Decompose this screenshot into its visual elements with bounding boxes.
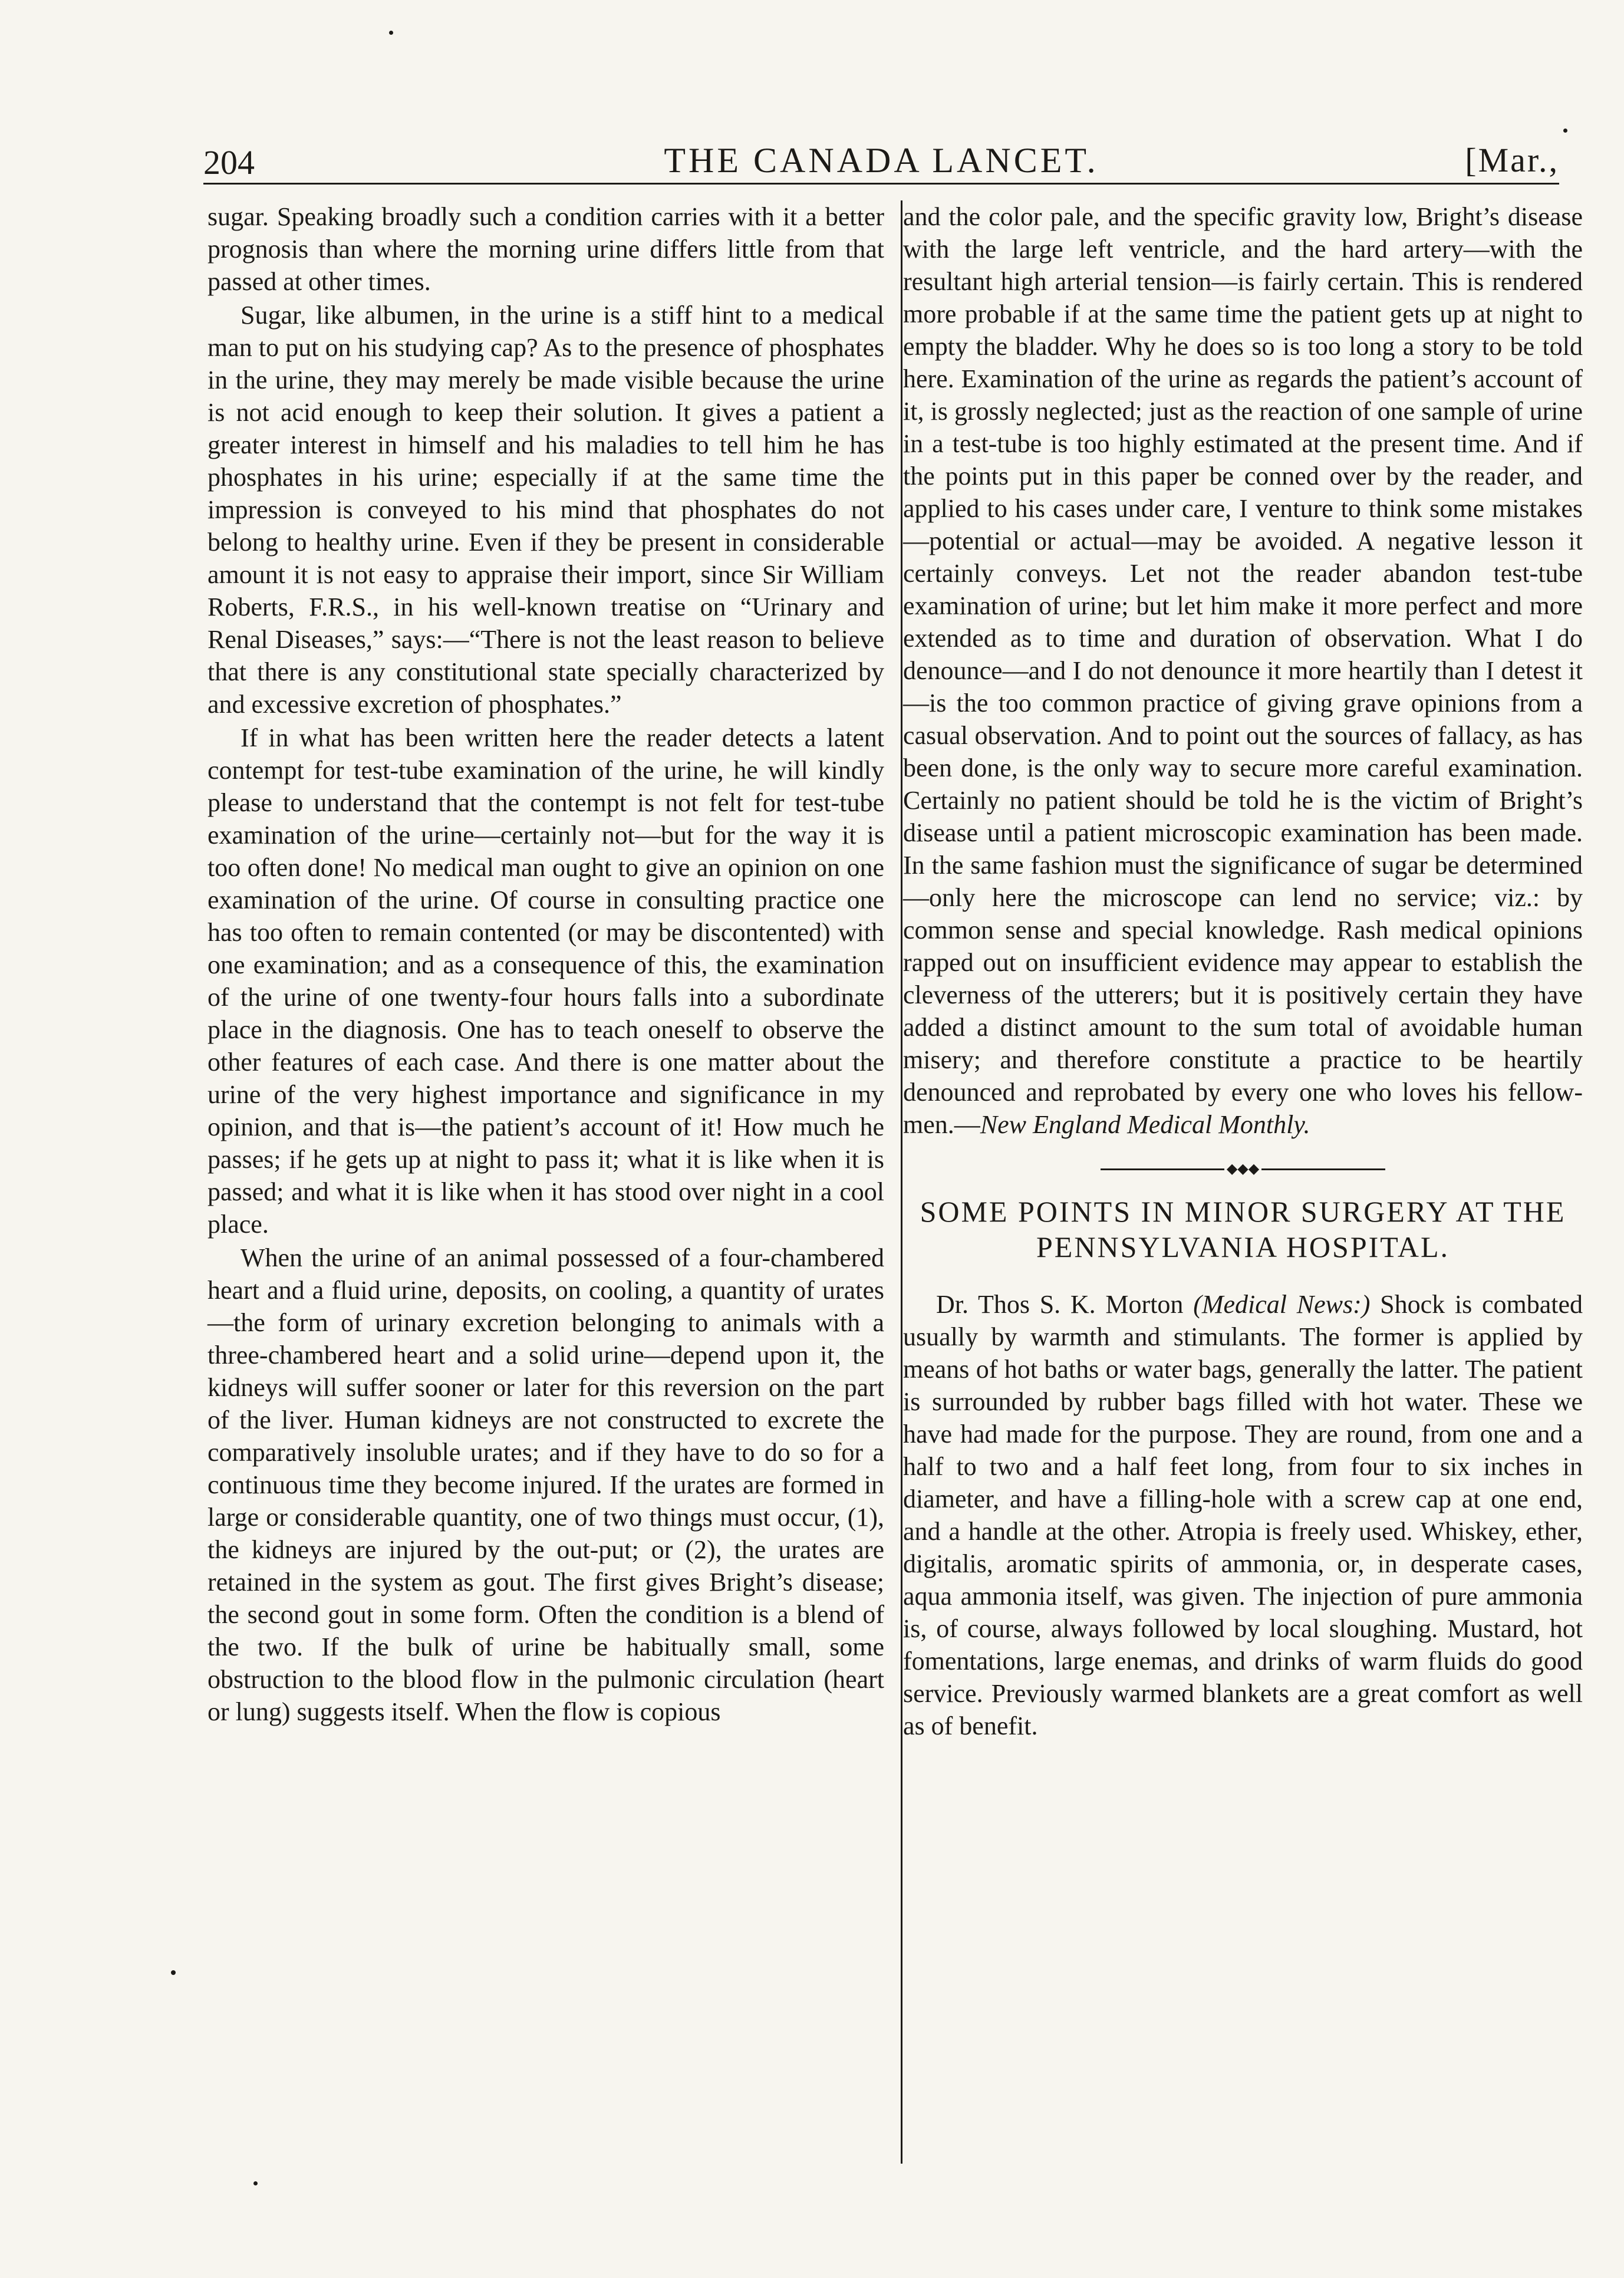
page-header xyxy=(203,137,1559,184)
article-lead-source: (Medical News:) xyxy=(1193,1290,1371,1319)
issue-month: [Mar., xyxy=(1465,141,1559,179)
header-rule xyxy=(203,183,1559,185)
article-title: SOME POINTS IN MINOR SURGERY AT THE PENNSYLVANIA HOSPITAL. xyxy=(920,1195,1566,1263)
paragraph: sugar. Speaking broadly such a condition carries with it a better prognosis than where the morning urine differs little from that passed at other times. xyxy=(207,202,884,296)
paragraph: Sugar, like albumen, in the urine is a stiff hint to a medical man to put on his studying cap? As to the presence of phosphates in the urine, they may merely be made visible because the urine is not acid enough to keep their solution. It gives a patient a greater interest in himself and his maladies to tell him he has phosphates in his urine; especially if at the same time the impression is conveyed to his mind that phosphates do not belong to healthy urine. Even if they be present in considerable amount it is not easy to appraise their import, since Sir William Roberts, F.R.S., in his well-known treatise on “Urinary and Renal Diseases,” says:—“There is not the least reason to believe that there is any constitutional state specially characterized by and excessive excretion of phosphates.” xyxy=(207,301,884,719)
ornament-diamond-icon: ◆◆◆ xyxy=(1226,1161,1260,1177)
article-body: Shock is combated usually by warmth and stimulants. The former is applied by means of hot baths or water bags, generally the latter. The patient is surrounded by rubber bags filled with hot water. These we have had made for the purpose. They are round, from one and a half to two and a half feet long, from four to six inches in diameter, and have a filling-hole with a screw cap at one end, and a handle at the other. Atropia is freely used. Whiskey, ether, digitalis, aromatic spirits of ammonia, or, in desperate cases, aqua ammonia itself, was given. The injection of pure ammonia is, of course, always followed by local sloughing. Mustard, hot fomentations, large enemas, and drinks of warm fluids do good service. Previously warmed blankets are a great comfort as well as of benefit. xyxy=(903,1290,1583,1740)
section-ornament xyxy=(903,1162,1583,1176)
left-column xyxy=(207,200,884,1728)
print-speck xyxy=(1563,129,1567,133)
ornament-rule-right xyxy=(1261,1168,1385,1170)
article-paragraph xyxy=(903,1288,1583,1742)
paragraph-text: and the color pale, and the specific gravity low, Bright’s disease with the large left ventricle, and the hard artery—with the resultant high arterial tension—is fairly certain. This is rendered more probable if at the same time the patient gets up at night to empty the bladder. Why he does so is too long a story to be told here. Examination of the urine as regards the patient’s account of it, is grossly neglected; just as the reaction of one sample of urine in a test-tube is too highly estimated at the present time. And if the points put in this paper be conned over by the reader, and applied to his cases under care, I venture to think some mistakes—potential or actual—may be avoided. A negative lesson it certainly conveys. Let not the reader abandon test-tube examination of urine; but let him make it more perfect and more extended as to time and duration of observation. What I do denounce—and I do not denounce it more heartily than I detest it—is the too common practice of giving grave opinions from a casual observation. And to point out the sources of fallacy, as has been done, is the only way to secure more careful examination. Certainly no patient should be told he is the victim of Bright’s disease until a patient microscopic examination has been made. In the same fashion must the significance of sugar be determined—only here the microscope can lend no service; viz.: by common sense and special knowledge. Rash medical opinions rapped out on insufficient evidence may appear to establish the cleverness of the utterers; but it is positively certain they have added a distinct amount to the sum total of avoidable human misery; and therefore constitute a practice to be heartily denounced and reprobated by every one who loves his fellow-men.— xyxy=(903,202,1583,1139)
column-divider xyxy=(901,200,902,2164)
paragraph: When the urine of an animal possessed of a four-chambered heart and a fluid urine, deposits, on cooling, a quantity of urates—the form of urinary excretion belonging to animals with a three-chambered heart and a solid urine—depend upon it, the kidneys will suffer sooner or later for this reversion on the part of the liver. Human kidneys are not constructed to excrete the comparatively insoluble urates; and if they have to do so for a continuous time they become injured. If the urates are formed in large or considerable quantity, one of two things must occur, (1), the kidneys are injured by the out-put; or (2), the urates are retained in the system as gout. The first gives Bright’s disease; the second gout in some form. Often the condition is a blend of the two. If the bulk of urine be habitually small, some obstruction to the blood flow in the pulmonic circulation (heart or lung) suggests itself. When the flow is copious xyxy=(207,1243,884,1726)
page-number: 204 xyxy=(203,143,255,182)
paragraph: If in what has been written here the reader detects a latent contempt for test-tube examination of the urine, he will kindly please to understand that the contempt is not felt for test-tube examination of the urine—certainly not—but for the way it is too often done! No medical man ought to give an opinion on one examination of the urine. Of course in consulting practice one has too often to remain contented (or may be discontented) with one examination; and as a consequence of this, the examination of the urine of one twenty-four hours falls into a subordinate place in the diagnosis. One has to teach oneself to observe the other features of each case. And there is one matter about the urine of the very highest importance and significance in my opinion, and that is—the patient’s account of it! How much he passes; if he gets up at night to pass it; what it is like when it is passed; and what it is like when it has stood over night in a cool place. xyxy=(207,723,884,1239)
right-column xyxy=(903,200,1583,1742)
source-citation: New England Medical Monthly. xyxy=(980,1110,1310,1139)
article-author: Dr. Thos S. K. Morton xyxy=(936,1290,1184,1319)
paragraph-continued xyxy=(903,200,1583,1141)
journal-title: THE CANADA LANCET. xyxy=(664,141,1099,180)
ornament-rule-left xyxy=(1101,1168,1224,1170)
print-speck xyxy=(171,1970,176,1975)
print-speck xyxy=(389,31,393,35)
print-speck xyxy=(253,2181,258,2185)
